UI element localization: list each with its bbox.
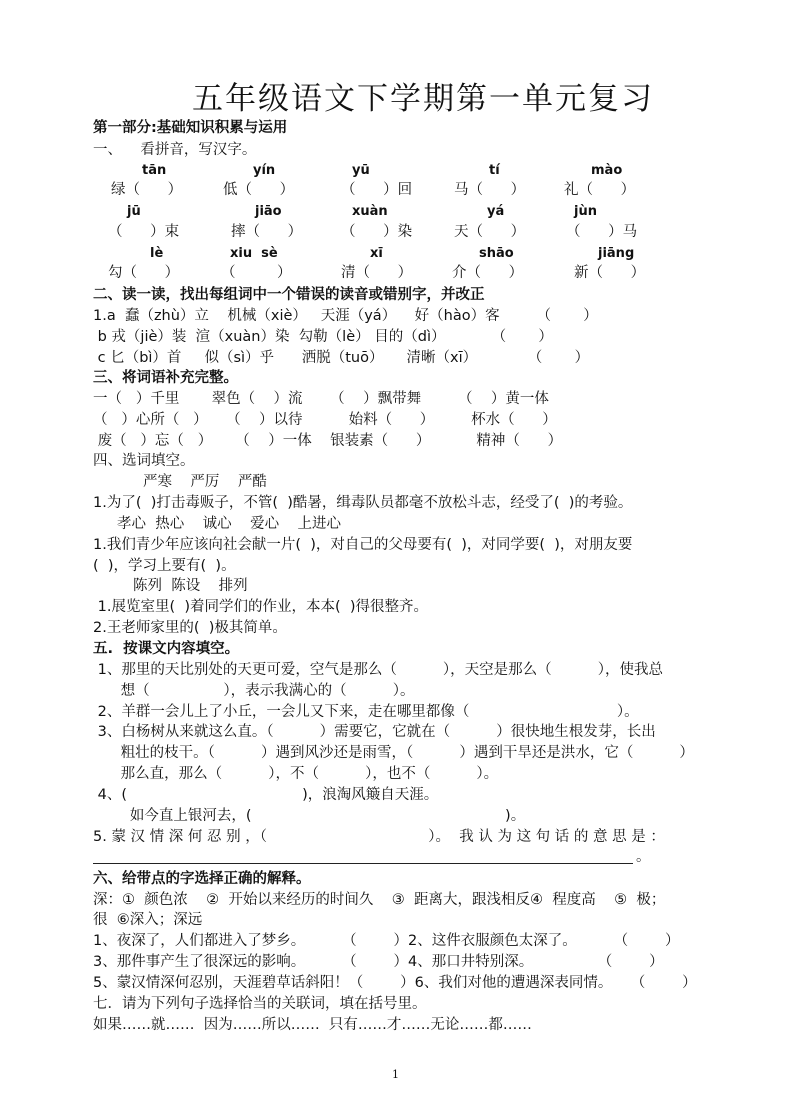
question-line: 4、( )，浪淘风簸自天涯。 xyxy=(93,787,439,803)
fill-word: 新（ ） xyxy=(574,265,646,281)
answer-line-end: 。 xyxy=(636,849,651,865)
pinyin: jiāng xyxy=(598,246,635,261)
question-line: 废（ ）忘（ ） （ ）一体 银装素（ ） 精神（ ） xyxy=(93,433,563,449)
word-options: 陈列 陈设 排列 xyxy=(133,578,248,594)
page-number: 1 xyxy=(392,1068,399,1081)
question-line: c 匕（bì）首 似（sì）乎 洒脱（tuō） 清晰（xī） （ ） xyxy=(93,350,590,366)
pinyin: tí xyxy=(489,163,500,178)
question-line: 1.为了( )打击毒贩子，不管( )酷暑，缉毒队员都毫不放松斗志，经受了( )的考验。 xyxy=(93,495,633,511)
pinyin: xuàn xyxy=(352,204,388,219)
question-line: 如今直上银河去，( )。 xyxy=(93,808,526,824)
fill-word: 天（ ） xyxy=(454,224,526,240)
question-line: 3、那件事产生了很深远的影响。 （ ）4、那口井特别深。 （ ） xyxy=(93,954,664,970)
question-line: 1、夜深了，人们都进入了梦乡。 （ ）2、这件衣服颜色太深了。 （ ） xyxy=(93,933,680,949)
fill-word: （ ）马 xyxy=(566,224,638,240)
question-line: 2.王老师家里的( )极其简单。 xyxy=(93,620,287,636)
pinyin: yín xyxy=(253,163,276,178)
section5-heading: 五. 按课文内容填空。 xyxy=(93,641,240,657)
section4-heading: 四、选词填空。 xyxy=(93,453,195,469)
pinyin: jū xyxy=(127,204,141,219)
section3-heading: 三、将词语补充完整。 xyxy=(93,370,238,386)
fill-word: （ ） xyxy=(221,265,292,281)
fill-word: 绿（ ） xyxy=(111,182,183,198)
fill-word: 清（ ） xyxy=(341,265,413,281)
question-line: 1.展览室里( )着同学们的作业，本本( )得很整齐。 xyxy=(93,599,429,615)
fill-word: 低（ ） xyxy=(223,182,295,198)
conjunction-options: 如果……就…… 因为……所以…… 只有……才……无论……都…… xyxy=(93,1017,532,1033)
section2-heading: 二、读一读，找出每组词中一个错误的读音或错别字，并改正 xyxy=(93,287,485,303)
pinyin: lè xyxy=(150,246,164,261)
section1-heading: 一、 看拼音，写汉字。 xyxy=(93,142,257,158)
answer-line xyxy=(93,863,633,864)
question-line: 那么直，那么（ ），不（ ），也不（ ）。 xyxy=(93,766,499,782)
pinyin: jiāo xyxy=(255,204,282,219)
pinyin: jùn xyxy=(574,204,597,219)
pinyin: yá xyxy=(487,204,505,219)
question-line: 2、羊群一会儿上了小丘，一会儿又下来，走在哪里都像（ ）。 xyxy=(93,704,639,720)
question-line: ( )，学习上要有( )。 xyxy=(93,558,236,574)
page-title: 五年级语文下学期第一单元复习 xyxy=(192,81,654,117)
question-line: 粗壮的枝干。（ ）遇到风沙还是雨雪，（ ）遇到干旱还是洪水，它（ ） xyxy=(93,745,694,761)
fill-word: 勾（ ） xyxy=(108,265,180,281)
word-options: 孝心 热心 诚心 爱心 上进心 xyxy=(117,516,342,532)
pinyin: tān xyxy=(142,163,167,178)
question-line: 1、那里的天比别处的天更可爱，空气是那么（ ），天空是那么（ ），使我总 xyxy=(93,662,664,678)
question-line: 5、蒙汉情深何忍别，天涯碧草话斜阳！（ ）6、我们对他的遭遇深表同情。 （ ） xyxy=(93,975,697,991)
pinyin: yū xyxy=(352,163,370,178)
pinyin: xī xyxy=(370,246,383,261)
fill-word: （ ）束 xyxy=(108,224,180,240)
section6-heading: 六、给带点的字选择正确的解释。 xyxy=(93,871,311,887)
definition-line: 很 ⑥深入；深远 xyxy=(93,912,203,928)
definition-line: 深：① 颜色浓 ② 开始以来经历的时间久 ③ 距离大，跟浅相反④ 程度高 ⑤ 极； xyxy=(93,892,666,908)
word-options: 严寒 严厉 严酷 xyxy=(143,474,267,490)
part-heading: 第一部分:基础知识积累与运用 xyxy=(93,120,288,136)
question-line: b 戎（jiè）装 渲（xuàn）染 勾勒（lè） 目的（dì） （ ） xyxy=(93,329,553,345)
pinyin: shāo xyxy=(479,246,514,261)
section7-heading: 七．请为下列句子选择恰当的关联词，填在括号里。 xyxy=(93,996,427,1012)
question-line: 1.a 蠢（zhù）立 机械（xiè） 天涯（yá） 好（hào）客 （ ） xyxy=(93,308,598,324)
fill-word: （ ）回 xyxy=(341,182,413,198)
fill-word: 介（ ） xyxy=(452,265,524,281)
question-line: （ ）心所（ ） （ ）以待 始料（ ） 杯水（ ） xyxy=(93,412,557,428)
fill-word: （ ）染 xyxy=(341,224,413,240)
question-line: 一（ ）千里 翠色（ ）流 （ ）飘带舞 （ ）黄一体 xyxy=(93,391,549,407)
question-line: 1.我们青少年应该向社会献一片( )，对自己的父母要有( )，对同学要( )，对朋友要 xyxy=(93,537,633,553)
fill-word: 礼（ ） xyxy=(564,182,636,198)
fill-word: 摔（ ） xyxy=(231,224,303,240)
pinyin: mào xyxy=(591,163,623,178)
question-line: 5. 蒙 汉 情 深 何 忍 别 ，（ ）。 我 认 为 这 句 话 的 意 思 是 ： xyxy=(93,829,665,845)
question-line: 想（ ），表示我满心的（ ）。 xyxy=(93,683,415,699)
fill-word: 马（ ） xyxy=(454,182,526,198)
pinyin: xiu sè xyxy=(230,246,278,261)
question-line: 3、白杨树从来就这么直。（ ）需要它，它就在（ ）很快地生根发芽，长出 xyxy=(93,724,656,740)
